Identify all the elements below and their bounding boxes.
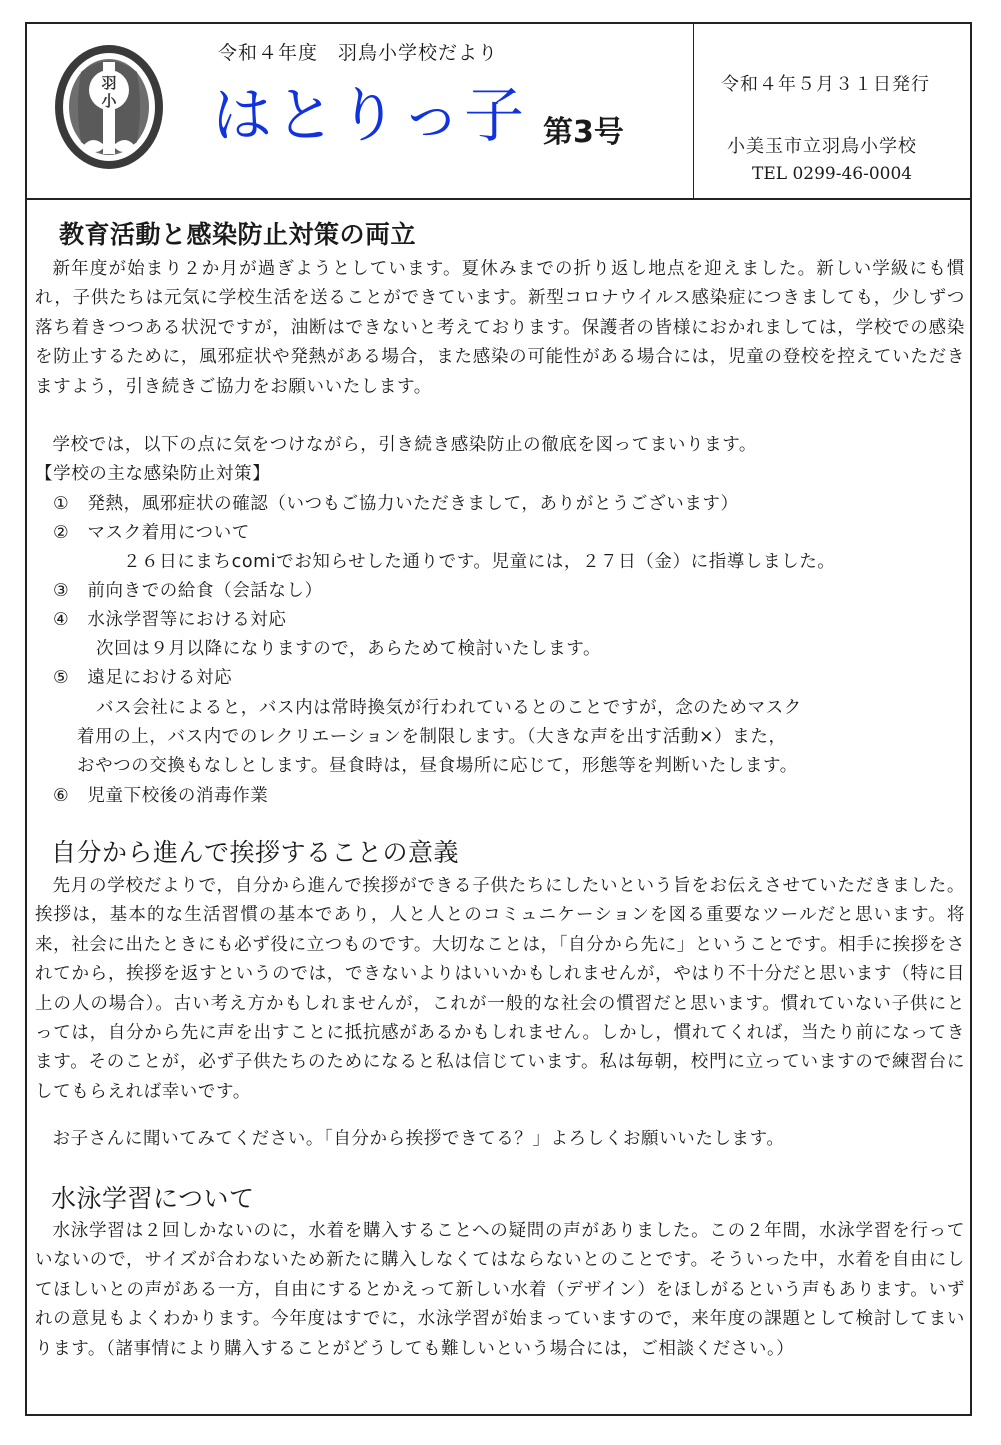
list-item: ④ 水泳学習等における対応 [53,610,287,630]
school-name: 小美玉市立羽鳥小学校 [727,136,917,157]
list-item: ③ 前向きでの給食（会話なし） [53,581,323,601]
newsletter-subtitle: 令和４年度 羽鳥小学校だより [218,42,499,64]
newsletter-header [25,22,972,200]
list-item: ① 発熱，風邪症状の確認（いつもご協力いただきまして，ありがとうございます） [53,494,739,514]
list-item-detail: 着用の上，バス内でのレクリエーションを制限します。（大きな声を出す活動×）また， [77,727,787,747]
list-item-detail: バス会社によると，バス内は常時換気が行われているとのことですが，念のためマスク [96,698,802,718]
measures-list-title: 【学校の主な感染防止対策】 [35,464,271,484]
list-item-detail: ２６日にまちcomiでお知らせした通りです。児童には，２７日（金）に指導しました。 [123,552,836,572]
svg-text:小: 小 [101,92,117,110]
issue-date: 令和４年５月３１日発行 [721,74,930,95]
section1-paragraph-1: 新年度が始まり２か月が過ぎようとしています。夏休みまでの折り返し地点を迎えました。新しい学級にも慣れ，子供たちは元気に学校生活を送ることができています。新型コロナウイルス感染症につきましても，少しずつ落ち着きつつある状況ですが，油断はできないと考えております。保護者の皆様におかれましては，学校での感染を防止するために，風邪症状や発熱がある場合，また感染の可能性がある場合には，児童の登校を控えていただきますよう，引き続きご協力をお願いいたします。 [35,259,965,397]
list-item-detail: おやつの交換もなしとします。昼食時は，昼食場所に応じて，形態等を判断いたします。 [77,756,798,776]
header-divider [693,24,694,198]
list-item: ② マスク着用について [53,523,250,543]
section3-paragraph-1: 水泳学習は２回しかないのに，水着を購入することへの疑問の声がありました。この２年間，水泳学習を行っていないので，サイズが合わないため新たに購入しなくてはならないとのことです。そういった中，水着を自由にしてほしいとの声がある一方，自由にするとかえって新しい水着（デザイン）をほしがるという声もあります。いずれの意見もよくわかります。今年度はすでに，水泳学習が始まっていますので，来年度の課題として検討してまいります。（諸事情により購入することがどうしても難しいという場合には，ご相談ください。） [35,1221,965,1359]
newsletter-title: はとりっ子 [212,81,527,151]
section-heading-greeting: 自分から進んで挨拶することの意義 [51,838,460,867]
list-item: ⑤ 遠足における対応 [53,668,233,688]
section2-paragraph-2: お子さんに聞いてみてください。「自分から挨拶できてる？」よろしくお願いいたします。 [52,1129,785,1149]
section2-paragraph-1: 先月の学校だよりで，自分から進んで挨拶ができる子供たちにしたいという旨をお伝えさせていただきました。挨拶は，基本的な生活習慣の基本であり，人と人とのコミュニケーションを図る重要なツールだと思います。将来，社会に出たときにも必ず役に立つものです。大切なことは，「自分から先に」ということです。相手に挨拶をされてから，挨拶を返すというのでは，できないよりはいいかもしれませんが，やはり不十分だと思います（特に目上の人の場合）。古い考え方かもしれませんが，これが一般的な社会の慣習だと思います。慣れていない子供にとっては，自分から先に声を出すことに抵抗感があるかもしれません。しかし，慣れてくれば，当たり前になってきます。そのことが，必ず子供たちのためになると私は信じています。私は毎朝，校門に立っていますので練習台にしてもらえれば幸いです。 [35,876,965,1102]
section1-paragraph-2: 学校では，以下の点に気をつけながら，引き続き感染防止の徹底を図ってまいります。 [52,435,757,455]
school-emblem-logo [53,42,165,172]
list-item: ⑥ 児童下校後の消毒作業 [53,786,269,806]
section-heading-swimming: 水泳学習について [51,1184,255,1213]
section-heading-infection-prevention: 教育活動と感染防止対策の両立 [59,220,417,249]
list-item-detail: 次回は９月以降になりますので，あらためて検討いたします。 [96,639,602,659]
school-phone: TEL 0299-46-0004 [752,164,913,184]
svg-text:羽: 羽 [101,74,117,92]
newsletter-body [25,200,972,1416]
issue-number: 第3号 [543,115,624,150]
